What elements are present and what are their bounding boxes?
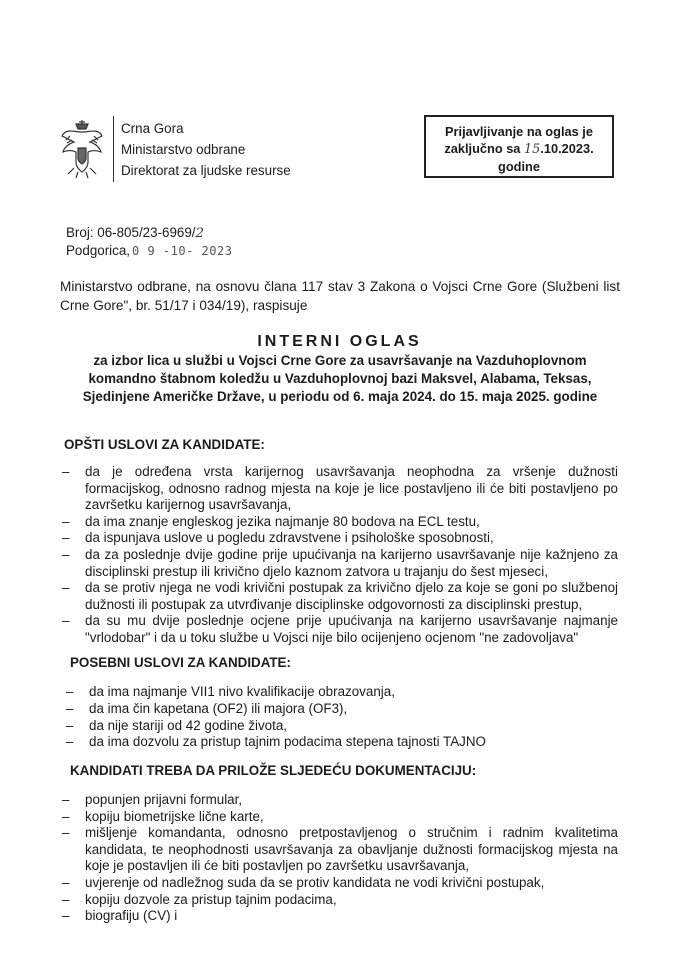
general-conditions-heading: OPŠTI USLOVI ZA KANDIDATE: bbox=[64, 437, 265, 452]
special-conditions-list bbox=[66, 684, 606, 751]
list-item-text: popunjen prijavni formular, bbox=[85, 792, 243, 807]
list-item-text: da nije stariji od 42 godine života, bbox=[89, 717, 288, 733]
dash-bullet: – bbox=[62, 808, 70, 824]
deadline-suffix: .10.2023. bbox=[540, 141, 594, 156]
list-item bbox=[62, 530, 618, 547]
list-item bbox=[62, 464, 618, 514]
list-item-text: da ima dozvolu za pristup tajnim podacima stepena tajnosti TAJNO bbox=[89, 734, 486, 750]
list-item bbox=[62, 809, 618, 826]
reference-number-text: Broj: 06-805/23-6969/ bbox=[66, 225, 196, 240]
special-conditions-heading: POSEBNI USLOVI ZA KANDIDATE: bbox=[70, 655, 291, 670]
issuer-header bbox=[121, 118, 291, 181]
reference-block bbox=[66, 224, 232, 260]
deadline-line-2 bbox=[426, 140, 612, 158]
subtitle-line-3: Sjedinjene Američke Države, u periodu od 6. maja 2024. do 15. maja 2025. godine bbox=[82, 389, 598, 404]
subtitle-line-1: za izbor lica u službi u Vojsci Crne Gore za usavršavanje na Vazduhoplovnom bbox=[93, 353, 587, 368]
reference-number bbox=[66, 224, 232, 242]
list-item bbox=[62, 514, 618, 531]
dash-bullet: – bbox=[62, 891, 70, 907]
intro-paragraph: Ministarstvo odbrane, na osnovu člana 117 stav 3 Zakona o Vojsci Crne Gore (Službeni list Crne Gore", br. 51/17 i 034/19), raspisuje bbox=[60, 279, 620, 313]
issuer-directorate: Direktorat za ljudske resurse bbox=[121, 163, 291, 178]
list-item-text: mišljenje komandanta, odnosno pretpostavljenog o stručnim i radnim kvalitetima kandidata, te neophodnosti usavršavanja za obavljanje dužnosti formacijskog mjesta na koje je postavljen ili će biti postavljen po završetku usavršavanja, bbox=[85, 825, 618, 874]
reference-handwritten-number: 2 bbox=[195, 226, 205, 241]
date-stamp: 0 9 -10- 2023 bbox=[132, 244, 233, 258]
general-conditions-list bbox=[62, 464, 618, 647]
issuer-country: Crna Gora bbox=[121, 121, 184, 136]
dash-bullet: – bbox=[66, 684, 74, 699]
list-item-text: uvjerenje od nadležnog suda da se protiv kandidata ne vodi krivični postupak, bbox=[85, 874, 545, 890]
list-item bbox=[66, 701, 606, 718]
dash-bullet: – bbox=[62, 792, 70, 807]
dash-bullet: – bbox=[62, 580, 70, 596]
reference-place: Podgorica, bbox=[66, 243, 131, 258]
list-item-text: da ima znanje engleskog jezika najmanje 80 bodova na ECL testu, bbox=[85, 513, 480, 529]
dash-bullet: – bbox=[62, 874, 70, 890]
list-item-text: da ima čin kapetana (OF2) ili majora (OF3), bbox=[89, 700, 348, 716]
subtitle-line-2: komandno štabnom koledžu u Vazduhoplovnoj bazi Maksvel, Alabama, Teksas, bbox=[88, 371, 592, 386]
deadline-box bbox=[424, 115, 614, 178]
list-item-text: biografiju (CV) i bbox=[85, 908, 178, 924]
list-item bbox=[62, 613, 618, 646]
document-title: INTERNI OGLAS bbox=[257, 333, 422, 350]
list-item bbox=[66, 734, 606, 751]
list-item bbox=[66, 718, 606, 735]
list-item-text: da je određena vrsta karijernog usavršavanja neophodna za vršenje dužnosti formacijskog, odnosno radnog mjesta na koje je lice postavljeno ili će biti postavljeno po završetku karijernog usavršavanja, bbox=[85, 464, 618, 513]
deadline-line-3: godine bbox=[498, 159, 540, 174]
dash-bullet: – bbox=[62, 825, 70, 841]
list-item bbox=[66, 684, 606, 701]
reference-place-date bbox=[66, 242, 232, 260]
issuer-ministry: Ministarstvo odbrane bbox=[121, 142, 246, 157]
list-item-text: da ima najmanje VII1 nivo kvalifikacije obrazovanja, bbox=[89, 684, 395, 699]
dash-bullet: – bbox=[62, 464, 70, 479]
list-item bbox=[62, 892, 618, 909]
list-item bbox=[62, 547, 618, 580]
document-subtitle bbox=[60, 352, 620, 406]
dash-bullet: – bbox=[62, 530, 70, 546]
coat-of-arms-emblem bbox=[60, 118, 104, 180]
list-item bbox=[62, 792, 618, 809]
documents-list bbox=[62, 792, 618, 925]
header-divider-line bbox=[113, 116, 114, 182]
deadline-line-1: Prijavljivanje na oglas je bbox=[445, 124, 593, 139]
dash-bullet: – bbox=[66, 734, 74, 750]
list-item bbox=[62, 908, 618, 925]
deadline-handwritten-day: 15 bbox=[523, 142, 541, 157]
dash-bullet: – bbox=[62, 613, 70, 629]
list-item-text: da za poslednje dvije godine prije upućivanja na karijerno usavršavanje nije kažnjeno za disciplinski prestup ili krivično djelo kaznom zatvora u trajanju do šest mjeseci, bbox=[85, 546, 618, 579]
list-item-text: da su mu dvije poslednje ocjene prije upućivanja na karijerno usavršavanje najmanje "vrlodobar" i da u toku službe u Vojsci nije bilo ocijenjeno ocjenom "ne zadovoljava" bbox=[85, 613, 618, 645]
dash-bullet: – bbox=[62, 908, 70, 924]
list-item-text: kopiju biometrijske lične karte, bbox=[85, 808, 264, 824]
list-item bbox=[62, 580, 618, 613]
deadline-prefix: zaključno sa bbox=[444, 141, 524, 156]
list-item-text: kopiju dozvole za pristup tajnim podacima, bbox=[85, 891, 337, 907]
dash-bullet: – bbox=[62, 546, 70, 562]
list-item-text: da se protiv njega ne vodi krivični postupak za krivično djelo za koje se goni po službenoj dužnosti ili postupak za utvrđivanje disciplinske odgovornosti za disciplinski prestup, bbox=[85, 580, 618, 612]
documents-heading: KANDIDATI TREBA DA PRILOŽE SLJEDEĆU DOKUMENTACIJU: bbox=[70, 763, 477, 778]
list-item bbox=[62, 825, 618, 875]
dash-bullet: – bbox=[62, 513, 70, 529]
dash-bullet: – bbox=[66, 700, 74, 716]
list-item-text: da ispunjava uslove u pogledu zdravstvene i psihološke sposobnosti, bbox=[85, 530, 494, 546]
dash-bullet: – bbox=[66, 717, 74, 733]
list-item bbox=[62, 875, 618, 892]
